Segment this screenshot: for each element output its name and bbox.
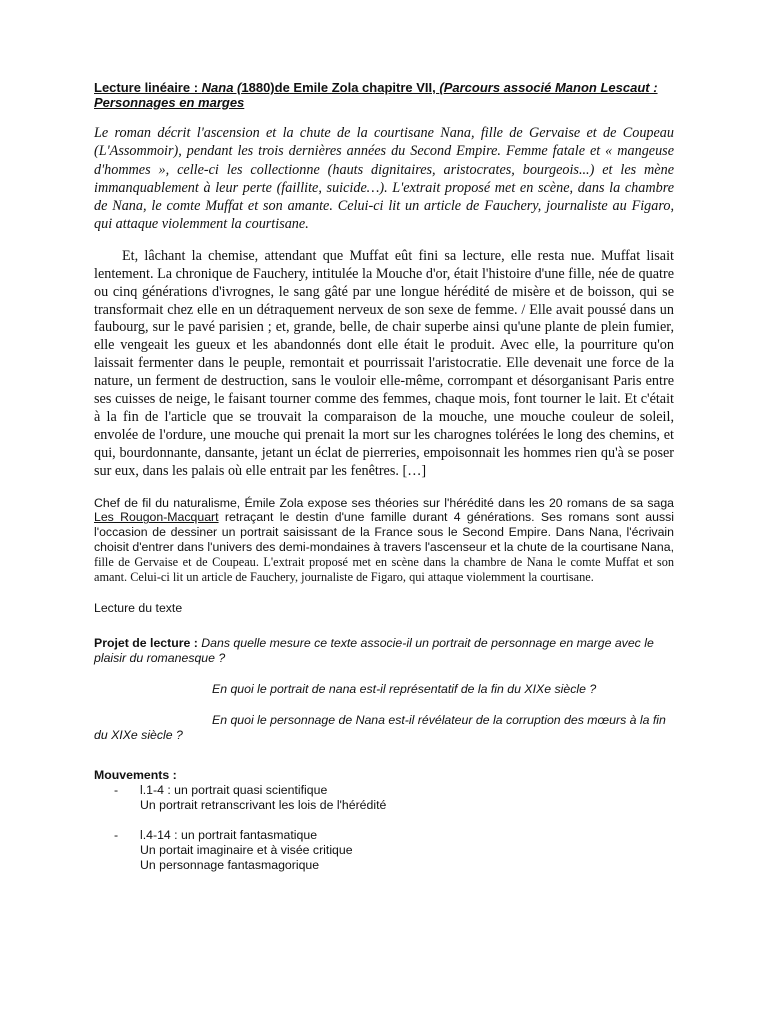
context-paragraph <box>94 496 674 585</box>
title-parcours: (Parcours associé Manon Lescaut : Personnages en marges <box>94 80 658 110</box>
mouvement-sub: Un personnage fantasmagorique <box>140 858 320 872</box>
list-dash: - <box>114 828 119 842</box>
list-spacer <box>94 813 674 828</box>
title-year-author: 1880)de Emile Zola chapitre VII, <box>241 80 440 95</box>
projet-de-lecture <box>94 636 674 666</box>
projet-label: Projet de lecture : <box>94 636 202 650</box>
zola-extract: Et, lâchant la chemise, attendant que Muffat eût fini sa lecture, elle resta nue. Muffat lisait lentement. La chronique de Fauchery, intitulée la Mouche d'or, était l'histoire d'une fille, née de quatre ou cinq générations d'ivrognes, le sang gâté par une longue hérédité de misère et de boisson, qui se transformait chez elle en un détraquement nerveux de son sexe de femme. / Elle avait poussé dans un faubourg, sur le pavé parisien ; et, grande, belle, de chair superbe ainsi qu'une plante de plein fumier, elle vengeait les gueux et les abandonnés dont elle était le produit. Avec elle, la pourriture qu'on laissait fermenter dans le peuple, remontait et pourrissait l'aristocratie. Elle devenait une force de la nature, un ferment de destruction, sans le vouloir elle-même, corrompant et désorganisant Paris entre ses cuisses de neige, le faisant tourner comme des femmes, chaque mois, font tourner le lait. Et c'était à la fin de l'article que se trouvait la comparaison de la mouche, une mouche couleur de soleil, envolée de l'ordure, une mouche qui prenait la mort sur les charognes tolérées le long des chemins, et qui, bourdonnante, dansante, jetant un éclat de pierreries, empoisonnait les hommes rien qu'à se poser sur eux, dans les palais où elle entrait par les fenêtres. […] <box>94 247 674 479</box>
context-part2: retraçant le destin d'une famille durant 4 générations. Ses romans sont aussi l'occasion de dessiner un portrait saisissant de la France sous le Second Empire. Dans Nana, l'écrivain choisit d'entrer dans l'univers des demi-mondaines à travers l'ascenseur et la chute de la courtisane Nana, <box>94 510 674 555</box>
mouvement-sub: Un portrait retranscrivant les lois de l'hérédité <box>140 798 387 812</box>
projet-text: Dans quelle mesure ce texte associe-il un portrait de personnage en marge avec le plaisir du romanesque ? <box>94 636 654 665</box>
question-1 <box>94 682 674 697</box>
mouvement-sub: Un portait imaginaire et à visée critique <box>140 843 353 857</box>
context-part1: Chef de fil du naturalisme, Émile Zola expose ses théories sur l'hérédité dans les 20 romans de sa saga <box>94 495 674 510</box>
rougon-macquart-link[interactable]: Les Rougon-Macquart <box>94 510 219 525</box>
list-dash: - <box>114 783 119 797</box>
title-lecture: Lecture linéaire : <box>94 80 202 95</box>
question-1-text: En quoi le portrait de nana est-il représentatif de la fin du XIXe siècle ? <box>212 682 597 696</box>
question-2 <box>94 713 674 743</box>
question-2-text: En quoi le personnage de Nana est-il révélateur de la corruption des mœurs à la fin du XIXe siècle ? <box>94 713 666 742</box>
mouvement-item <box>94 783 674 813</box>
document-title <box>94 80 674 110</box>
document-page <box>94 80 674 873</box>
mouvements-heading: Mouvements : <box>94 768 177 782</box>
mouvement-range: l.4-14 : un portrait fantasmatique <box>140 828 318 842</box>
mouvement-range: l.1-4 : un portrait quasi scientifique <box>140 783 328 797</box>
context-part3: fille de Gervaise et de Coupeau. L'extrait proposé met en scène dans la chambre de Nana le comte Muffat et son amant. Celui-ci lit un article de Fauchery, journaliste de Figaro, qui attaque violemment la courtisane. <box>94 555 674 585</box>
mouvements-list <box>94 783 674 873</box>
mouvement-item <box>94 828 674 873</box>
title-nana: Nana ( <box>201 80 242 95</box>
lecture-heading: Lecture du texte <box>94 601 183 615</box>
intro-paragraph: Le roman décrit l'ascension et la chute de la courtisane Nana, fille de Gervaise et de Coupeau (L'Assommoir), pendant les trois dernières années du Second Empire. Femme fatale et « mangeuse d'hommes », celle-ci les collectionne (hauts dignitaires, aristocrates, bourgeois...) et les mène immanquablement à leur perte (faillite, suicide…). L'extrait proposé met en scène, dans la chambre de Nana, le comte Muffat et son amante. Celui-ci lit un article de Fauchery, journaliste au Figaro, qui attaque violemment la courtisane. <box>94 125 674 233</box>
